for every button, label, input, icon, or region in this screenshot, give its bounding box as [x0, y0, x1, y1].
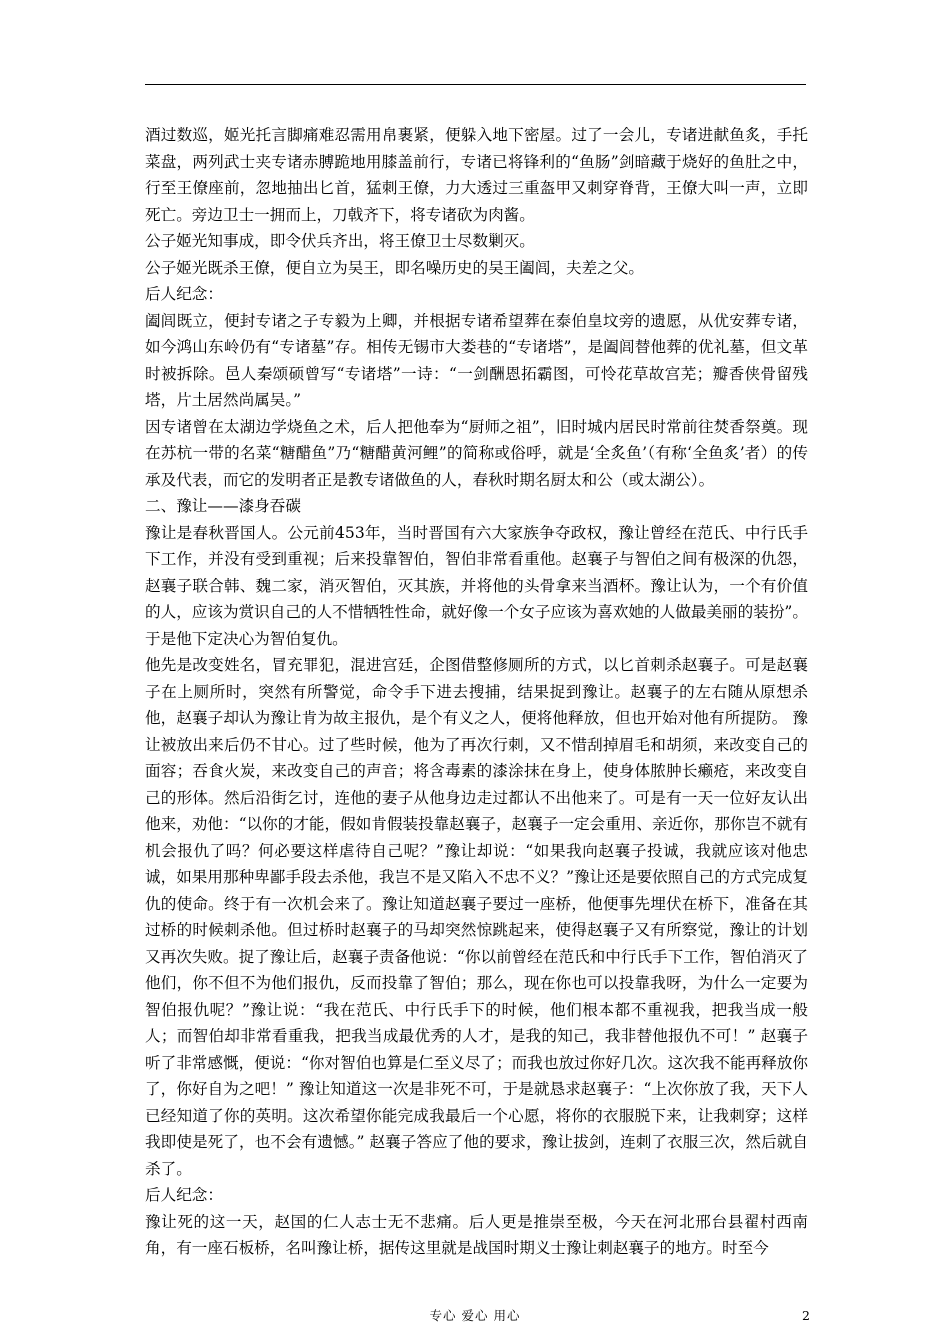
paragraph-he-lu-enthroned: 公子姬光既杀王僚，便自立为吴王，即名噪历史的吴王阖闾，夫差之父。 — [145, 258, 645, 277]
heading-commemoration-zhuan-zhu: 后人纪念： — [145, 285, 223, 303]
paragraph-ambush: 公子姬光知事成，即令伏兵齐出，将王僚卫士尽数剿灭。 — [145, 232, 535, 250]
heading-commemoration-yu-rang: 后人纪念： — [145, 1186, 223, 1204]
footer-motto: 专心 爱心 用心 — [429, 1308, 521, 1323]
paragraph-assassination-of-wang-liao: 酒过数巡，姬光托言脚痛难忍需用帛裹紧，便躲入地下密屋。过了一会儿，专诸进献鱼炙，手托菜盘，两列武士夹专诸赤膊跪地用膝盖前行，专诸已将锋利的“鱼肠”剑暗藏于烧好的鱼肚之中，行至王僚座前，忽地抽出匕首，猛刺王僚，力大透过三重盔甲又刺穿脊背，王僚大叫一声，立即死亡。旁边卫士一拥而上，刀戟齐下，将专诸砍为肉酱。 — [145, 126, 808, 224]
paragraph-yu-rang-story: 他先是改变姓名，冒充罪犯，混进宫廷，企图借整修厕所的方式，以匕首刺杀赵襄子。可是赵襄子在上厕所时，突然有所警觉，命令手下进去搜捕，结果捉到豫让。赵襄子的左右随从原想杀他，赵襄子却认为豫让肯为故主报仇，是个有义之人，便将他释放，但也开始对他有所提防。 豫让被放出来后仍不甘心。过了些时候，他为了再次行刺，又不惜刮掉眉毛和胡须，来改变自己的面容；吞食火炭，来改变自己的声音；将含毒素的漆涂抹在身上，使身体脓肿长癞疮，来改变自己的形体。然后沿街乞讨，连他的妻子从他身边走过都认不出他来了。可是有一天一位好友认出他来，劝他：“以你的才能，假如肯假装投靠赵襄子，赵襄子一定会重用、亲近你，那你岂不就有机会报仇了吗？何必要这样虐待自己呢？”豫让却说：“如果我向赵襄子投诚，我就应该对他忠诚，如果用那种卑鄙手段去杀他，我岂不是又陷入不忠不义？”豫让还是要依照自己的方式完成复仇的使命。终于有一次机会来了。豫让知道赵襄子要过一座桥，他便事先埋伏在桥下，准备在其过桥的时候刺杀他。但过桥时赵襄子的马却突然惊跳起来，使得赵襄子又有所察觉，豫让的计划又再次失败。捉了豫让后，赵襄子责备他说：“你以前曾经在范氏和中行氏手下工作，智伯消灭了他们，你不但不为他们报仇，反而投靠了智伯；那么，现在你也可以投靠我呀，为什么一定要为智伯报仇呢？”豫让说：“我在范氏、中行氏手下的时候，他们根本都不重视我，把我当成一般人；而智伯却非常看重我，把我当成最优秀的人才，是我的知己，我非替他报仇不可！” 赵襄子听了非常感慨，便说：“你对智伯也算是仁至义尽了；而我也放过你好几次。这次我不能再释放你了，你好自为之吧！” 豫让知道这一次是非死不可，于是就恳求赵襄子：“上次你放了我，天下人已经知道了你的英明。这次希望你能完成我最后一个心愿，将你的衣服脱下来，让我刺穿；这样我即使是死了，也不会有遗憾。” 赵襄子答应了他的要求，豫让拔剑，连刺了衣服三次，然后就自杀了。 — [145, 656, 808, 1178]
paragraph-ancestor-of-chefs: 因专诸曾在太湖边学烧鱼之术，后人把他奉为“厨师之祖”，旧时城内居民时常前往焚香祭奠。现在苏杭一带的名菜“糖醋鱼”乃“糖醋黄河鲤”的简称或俗呼，就是‘全炙鱼’（有称‘全鱼炙’者）的传承及代表，而它的发明者正是教专诸做鱼的人，春秋时期名厨太和公（或太湖公）。 — [145, 417, 808, 489]
paragraph-yu-rang-intro: 豫让是春秋晋国人。公元前453年，当时晋国有六大家族争夺政权，豫让曾经在范氏、中行氏手下工作，并没有受到重视；后来投靠智伯，智伯非常看重他。赵襄子与智伯之间有极深的仇怨，赵襄子联合韩、魏二家，消灭智伯，灭其族，并将他的头骨拿来当酒杯。豫让认为，一个有价值的人，应该为赏识自己的人不惜牺牲性命，就好像一个女子应该为喜欢她的人做最美丽的装扮”。于是他下定决心为智伯复仇。 — [145, 523, 808, 648]
header-rule — [145, 84, 806, 85]
document-body — [145, 122, 808, 1262]
page-number: 2 — [802, 1308, 810, 1323]
paragraph-yu-rang-bridge: 豫让死的这一天，赵国的仁人志士无不悲痛。后人更是推崇至极，今天在河北邢台县翟村西南角，有一座石板桥，名叫豫让桥，据传这里就是战国时期义士豫让刺赵襄子的地方。时至今 — [145, 1212, 808, 1257]
paragraph-zhuan-zhu-tomb: 阖闾既立，便封专诸之子专毅为上卿，并根据专诸希望葬在泰伯皇坟旁的遗愿，从优安葬专诸，如今鸿山东岭仍有“专诸墓”存。相传无锡市大娄巷的“专诸塔”，是阖闾替他葬的优礼墓，但文革时被拆除。邑人秦颂硕曾写“专诸塔”一诗：“一剑酬恩拓霸图，可怜花草故宫芜；瓣香侠骨留残塔，片土居然尚属吴。” — [145, 311, 808, 409]
section-heading-yu-rang: 二、豫让——漆身吞碳 — [145, 497, 301, 515]
